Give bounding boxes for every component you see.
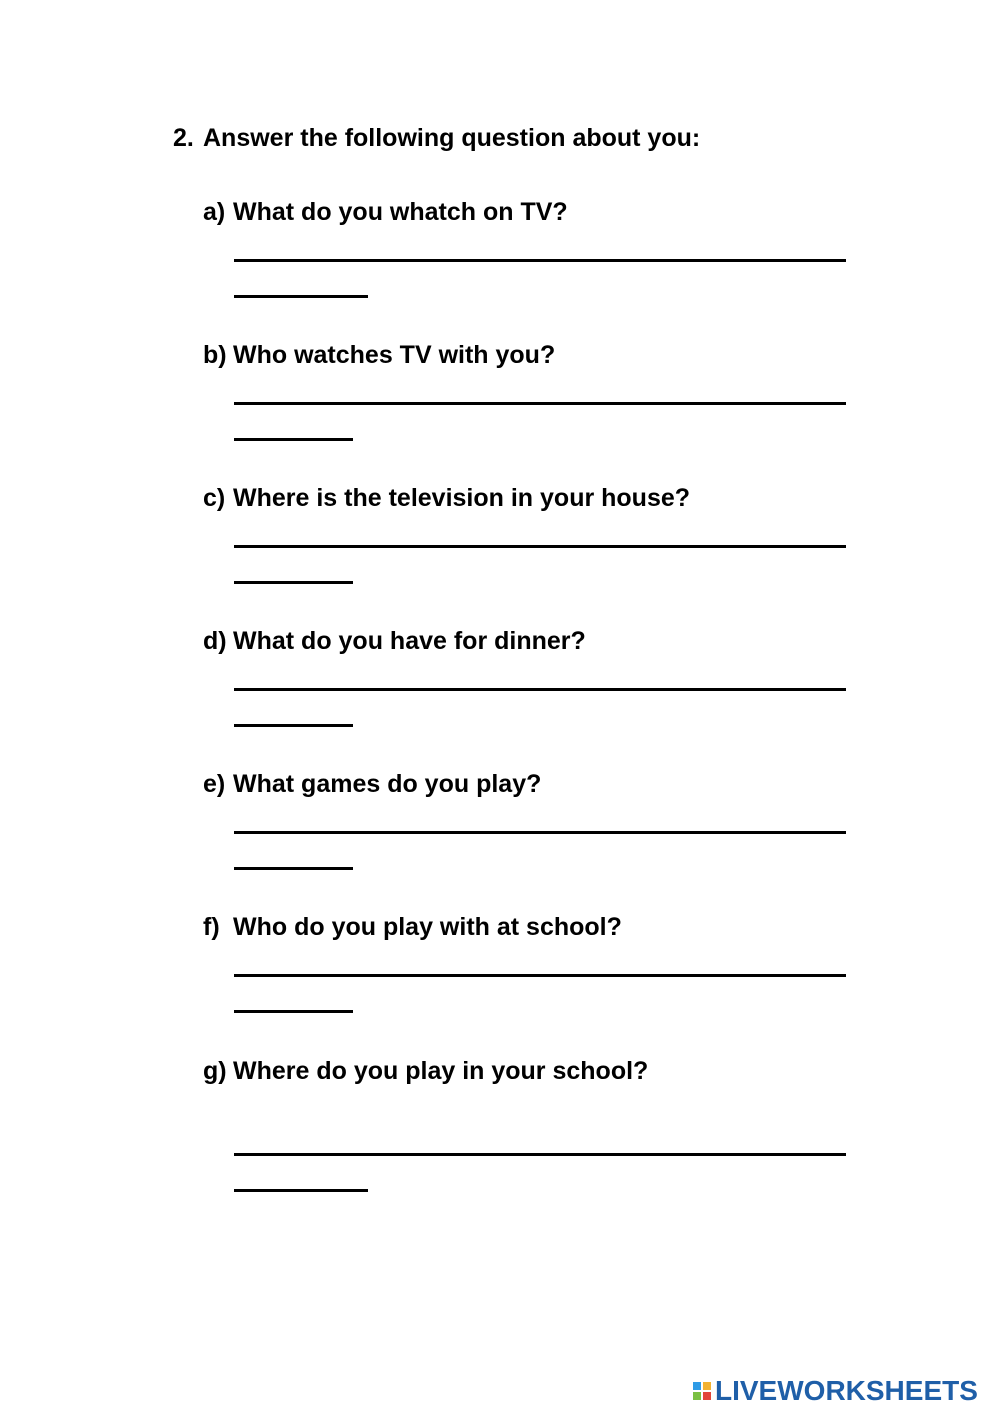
question-letter: c)	[203, 484, 226, 512]
question-f	[203, 913, 622, 942]
logo-mark-tile	[703, 1392, 711, 1400]
question-c	[203, 484, 690, 513]
answer-line-b-1[interactable]	[234, 402, 846, 405]
answer-line-e-1[interactable]	[234, 831, 846, 834]
exercise-instruction: Answer the following question about you:	[203, 124, 701, 152]
logo-mark-tile	[693, 1382, 701, 1390]
exercise-number: 2.	[173, 124, 194, 152]
question-letter: g)	[203, 1057, 227, 1085]
question-letter: b)	[203, 341, 227, 369]
logo-mark-icon	[693, 1382, 711, 1400]
answer-line-e-2[interactable]	[234, 867, 353, 870]
question-text: Who do you play with at school?	[233, 913, 622, 941]
answer-line-c-2[interactable]	[234, 581, 353, 584]
question-letter: a)	[203, 198, 226, 226]
answer-line-f-2[interactable]	[234, 1010, 353, 1013]
answer-line-d-2[interactable]	[234, 724, 353, 727]
question-b	[203, 341, 555, 370]
question-text: What do you whatch on TV?	[233, 198, 568, 226]
question-text: Where do you play in your school?	[233, 1057, 649, 1085]
question-letter: f)	[203, 913, 220, 941]
liveworksheets-logo	[693, 1376, 978, 1406]
question-g	[203, 1057, 648, 1086]
answer-line-a-1[interactable]	[234, 259, 846, 262]
answer-line-a-2[interactable]	[234, 295, 368, 298]
question-a	[203, 198, 568, 227]
exercise-heading	[173, 124, 700, 153]
question-e	[203, 770, 541, 799]
question-text: What do you have for dinner?	[233, 627, 586, 655]
logo-text: LIVEWORKSHEETS	[715, 1375, 978, 1406]
question-letter: d)	[203, 627, 227, 655]
answer-line-c-1[interactable]	[234, 545, 846, 548]
question-d	[203, 627, 586, 656]
answer-line-b-2[interactable]	[234, 438, 353, 441]
answer-line-g-1[interactable]	[234, 1153, 846, 1156]
logo-mark-tile	[693, 1392, 701, 1400]
answer-line-f-1[interactable]	[234, 974, 846, 977]
logo-mark-tile	[703, 1382, 711, 1390]
answer-line-g-2[interactable]	[234, 1189, 368, 1192]
question-text: Where is the television in your house?	[233, 484, 691, 512]
question-text: Who watches TV with you?	[233, 341, 556, 369]
question-letter: e)	[203, 770, 226, 798]
question-text: What games do you play?	[233, 770, 542, 798]
answer-line-d-1[interactable]	[234, 688, 846, 691]
